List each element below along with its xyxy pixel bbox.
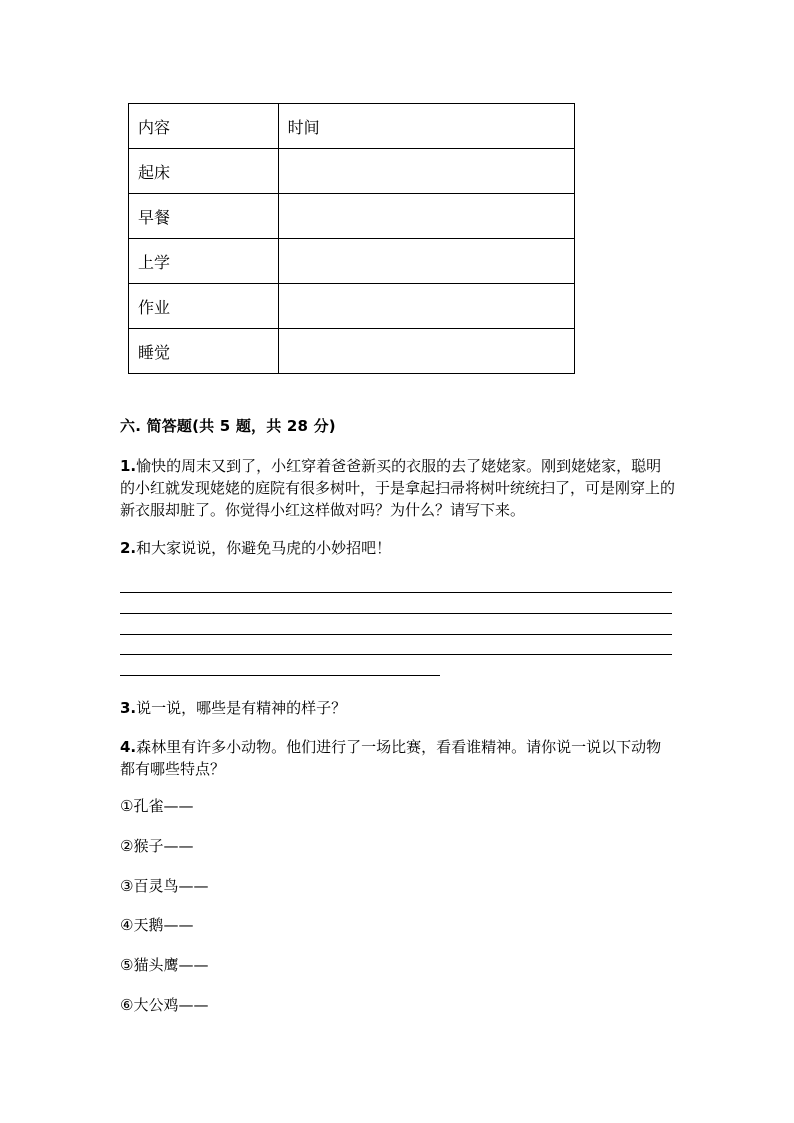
answer-line[interactable] (120, 634, 672, 635)
table-row (129, 329, 575, 374)
question-4 (120, 736, 675, 780)
animal-item: ③百灵鸟—— (120, 877, 209, 895)
answer-line[interactable] (120, 592, 672, 593)
table-row (129, 194, 575, 239)
table-cell-activity: 早餐 (129, 194, 279, 239)
animal-item: ④天鹅—— (120, 916, 194, 934)
answer-line[interactable] (120, 613, 672, 614)
animal-item: ①孔雀—— (120, 797, 194, 815)
table-cell-time[interactable] (278, 149, 574, 194)
question-text: 和大家说说，你避免马虎的小妙招吧！ (136, 539, 392, 557)
question-text: 说一说，哪些是有精神的样子？ (136, 699, 347, 717)
table-cell-activity: 睡觉 (129, 329, 279, 374)
animal-item: ⑤猫头鹰—— (120, 956, 209, 974)
table-row (129, 239, 575, 284)
question-text: 愉快的周末又到了，小红穿着爸爸新买的衣服的去了姥姥家。刚到姥姥家，聪明的小红就发现姥姥的庭院有很多树叶，于是拿起扫帚将树叶统统扫了，可是刚穿上的新衣服却脏了。你觉得小红这样做对吗？为什么？请写下来。 (120, 457, 676, 519)
table-header-content: 内容 (129, 104, 279, 149)
schedule-table (128, 103, 575, 374)
question-number: 1. (120, 457, 137, 475)
question-number: 4. (120, 738, 137, 756)
table-row (129, 284, 575, 329)
animal-item: ②猴子—— (120, 837, 194, 855)
table-cell-time[interactable] (278, 239, 574, 284)
question-number: 3. (120, 699, 137, 717)
table-cell-activity: 起床 (129, 149, 279, 194)
question-3 (120, 697, 675, 719)
table-row (129, 149, 575, 194)
question-1 (120, 455, 675, 521)
answer-line[interactable] (120, 654, 672, 655)
table-header-time: 时间 (278, 104, 574, 149)
table-cell-activity: 上学 (129, 239, 279, 284)
section-title: 六. 简答题(共 5 题，共 28 分) (120, 417, 336, 435)
table-cell-time[interactable] (278, 329, 574, 374)
table-cell-time[interactable] (278, 284, 574, 329)
table-header-row (129, 104, 575, 149)
animal-item: ⑥大公鸡—— (120, 996, 209, 1014)
table-cell-time[interactable] (278, 194, 574, 239)
question-2 (120, 537, 675, 559)
table-cell-activity: 作业 (129, 284, 279, 329)
question-text: 森林里有许多小动物。他们进行了一场比赛，看看谁精神。请你说一说以下动物都有哪些特点？ (120, 738, 662, 778)
question-number: 2. (120, 539, 137, 557)
answer-line[interactable] (120, 675, 440, 676)
